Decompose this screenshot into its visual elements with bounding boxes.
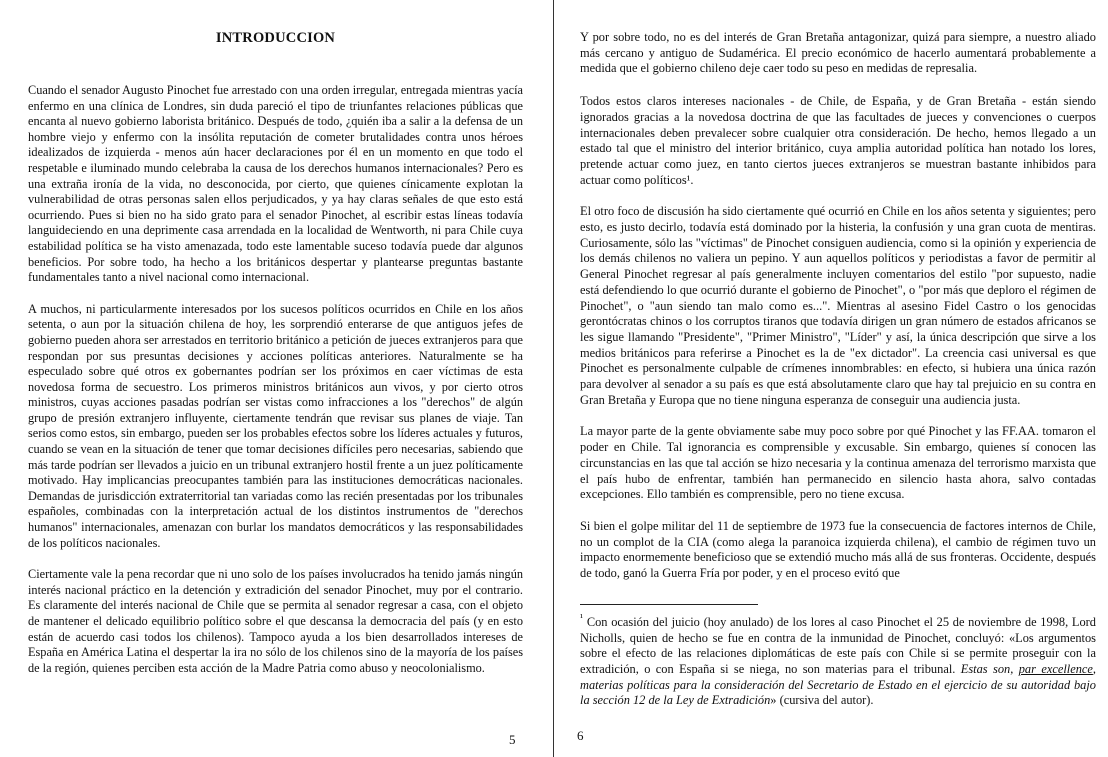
left-paragraph-3: Ciertamente vale la pena recordar que ni uno solo de los países involucrados ha tenido jamás ningún interés nacional práctico en la detención y extradición del senador Pinochet, muy por el contrario. Es claramente del interés nacional de Chile que se permita al senador regresar a casa, con el objeto de mantener el delicado equilibrio político sobre el que descansa la democracia del país (y en esto están de acuerdo casi todos los chilenos). Tampoco ayuda a los bien desarrollados intereses de España en América Latina el despertar la ira no sólo de los chilenos sino de la mayoría de los países de la región, quienes perciben esta acción de la Madre Patria como abuso y neocolonialismo. bbox=[28, 567, 523, 675]
footnote-underlined: par excellence bbox=[1018, 662, 1093, 677]
footnote-separator bbox=[580, 604, 758, 605]
right-paragraph-2: Todos estos claros intereses nacionales - de Chile, de España, y de Gran Bretaña - están siendo ignorados gracias a la novedosa doctrina de que las facultades de jueces y convenciones o cuerpos internacionales deben prevalecer sobre cualquier otra consideración. De hecho, hemos llegado a un estado tal que el ministro del interior británico, cuya amplia autoridad política han notado los lores, pretende actuar como juez, en tanto ciertos jueces extranjeros se muestran bastante inhibidos para actuar como políticos¹. bbox=[580, 94, 1096, 187]
right-page bbox=[555, 0, 1108, 757]
footnote-italic-b: , materias políticas para la consideración del Secretario de Estado en el ejercicio de su autoridad bajo la sección 12 de la Ley de Extradición bbox=[580, 662, 1097, 708]
chapter-title: INTRODUCCION bbox=[215, 30, 336, 46]
footnote-marker: ¹ bbox=[580, 612, 584, 624]
right-paragraph-3: El otro foco de discusión ha sido ciertamente qué ocurrió en Chile en los años setenta y siguientes; pero esto, es justo decirlo, todavía está dominado por la histeria, la confusión y una gran cuota de mentiras. Curiosamente, sólo las "víctimas" de Pinochet consiguen audiencia, como si la opinión y experiencia de los demás chilenos no valiera un pepino. Y aun aquellos políticos y periodistas a favor de permitir al General Pinochet regresar al país generalmente incluyen comentarios del estilo "por supuesto, nadie está defendiendo lo que ocurrió durante el gobierno de Pinochet", o "por más que deploro el régimen de Pinochet", o "aun siendo tan malo como es...". Mientras al asesino Fidel Castro o los genocidas gerontócratas chinos o los corruptos tiranos que todavía dirigen un gran número de estados africanos se les sigue llamando "Presidente", "Primer Ministro", "Líder" y así, la única descripción que sirve a los medios británicos para referirse a Pinochet es la de "ex dictador". La creencia casi universal es que Pinochet es personalmente culpable de crímenes innombrables: en efecto, si hubiera una única razón para devolver al senador a su país es que está absolutamente claro que hay tal prejuicio en su contra en Gran Bretaña y Europa que no tiene ninguna esperanza de conseguir una audiencia justa. bbox=[580, 204, 1096, 407]
footnote-text: Con ocasión del juicio (hoy anulado) de los lores al caso Pinochet el 25 de noviembre de 1998, Lord Nicholls, quien de hecho se fue en contra de la inmunidad de Pinochet, concluyó: «Los argumentos sobre el efecto de las relaciones diplomáticas de este país con Chile si se permite proseguir con la extradición, o con España si se niega, no son materias para el tribunal. bbox=[580, 614, 1096, 677]
left-paragraph-2: A muchos, ni particularmente interesados por los sucesos políticos ocurridos en Chile en los años setenta, o aun por la situación chilena de hoy, les sorprendió enterarse de que antiguos jefes de gobierno pueden ahora ser arrestados en territorio británico a petición de jueces extranjeros para que respondan por sus presuntas decisiones y acciones políticas anteriores. Naturalmente se ha especulado sobre qué otros ex gobernantes podrían ser los próximos en caer víctimas de esta novedosa forma de secuestro. Los primeros ministros británicos aun vivos, y por cierto otros ministros, cuyas acciones pasadas podrían ser vistas como infracciones a los "derechos" de algún grupo de presión extranjero influyente, ciertamente tendrán que revisar sus planes de viaje. Tan serios como estos, sin embargo, pueden ser los probables efectos sobre los líderes actuales y futuros, cuando se vean en la situación de tener que tomar decisiones difíciles pero necesarias, sabiendo que más tarde podrían ser llevados a juicio en un tribunal extranjero hostil frente a un juez políticamente motivado. Hay implicancias preocupantes también para las instituciones democráticas nacionales. Demandas de jurisdicción extraterritorial tan variadas como las recién presentadas por los tribunales españoles, combinadas con la interpretación actual de los distintos instrumentos de "derechos humanos" internacionales, amenazan con burlar los mandatos democráticos y las responsabilidades de los políticos nacionales. bbox=[28, 301, 523, 550]
left-paragraph-1: Cuando el senador Augusto Pinochet fue arrestado con una orden irregular, entregada mientras yacía enfermo en una clínica de Londres, sin duda pareció el tipo de triunfantes relaciones públicas que encanta al nuevo gobierno laborista británico. Después de todo, ¿quién iba a salir a la defensa de un hombre viejo y enfermo con la insólita reputación de cometer brutalidades contra unos héroes idealizados de izquierda - menos aún hacer declaraciones por él en un momento en que todo el respetable e iluminado mundo celebraba la causa de los derechos humanos internacionales? Pero es una extraña ironía de la vida, no desconocida, por cierto, que quienes cínicamente explotan la vulnerabilidad de otras personas salen ellos perjudicados, y ya hay claras señales de que esto está ocurriendo. Pues si bien no ha sido grato para el senador Pinochet, al escribir estas líneas todavía languideciendo en una deprimente casa arrendada en la localidad de Wentworth, ni para Chile cuya estabilidad política se ha visto amenazada, todo este lamentable suceso todavía puede dar algunos beneficios. Por sobre todo, ha hecho a los británicos despertar y plantearse preguntas bastante fundamentales tanto a nivel nacional como internacional. bbox=[28, 83, 523, 285]
page-number-left: 5 bbox=[509, 732, 516, 747]
right-paragraph-1: Y por sobre todo, no es del interés de Gran Bretaña antagonizar, quizá para siempre, a nuestro aliado más cercano y antiguo de Sudamérica. El precio económico de hacerlo aumentará probablemente a medida que el gobierno chileno deje caer todo su peso en medidas de represalia. bbox=[580, 30, 1096, 76]
footnote bbox=[580, 611, 1096, 709]
right-paragraph-5: Si bien el golpe militar del 11 de septiembre de 1973 fue la consecuencia de factores internos de Chile, no un complot de la CIA (como alega la paranoica izquierda chilena), el cambio de régimen tuvo un impacto enormemente beneficioso que se extendió mucho más allá de sus fronteras. Occidente, después de todo, ganó la Guerra Fría por poder, y en el proceso evitó que bbox=[580, 518, 1096, 581]
right-paragraph-4: La mayor parte de la gente obviamente sabe muy poco sobre por qué Pinochet y las FF.AA. tomaron el poder en Chile. Tal ignorancia es comprensible y excusable. Sin embargo, quienes sí conocen las circunstancias en las que tal acción se hizo necesaria y la continua amenaza del terrorismo marxista que el país hubo de enfrentar, también han permanecido en silencio hasta ahora, salvo contadas excepciones. Ello también es comprensible, pero no tiene excusa. bbox=[580, 424, 1096, 502]
left-page bbox=[0, 0, 553, 757]
footnote-italic-a: Estas son, bbox=[960, 662, 1019, 677]
page-gutter bbox=[553, 0, 554, 757]
page-number-right: 6 bbox=[577, 728, 584, 743]
footnote-tail: » (cursiva del autor). bbox=[770, 693, 874, 708]
